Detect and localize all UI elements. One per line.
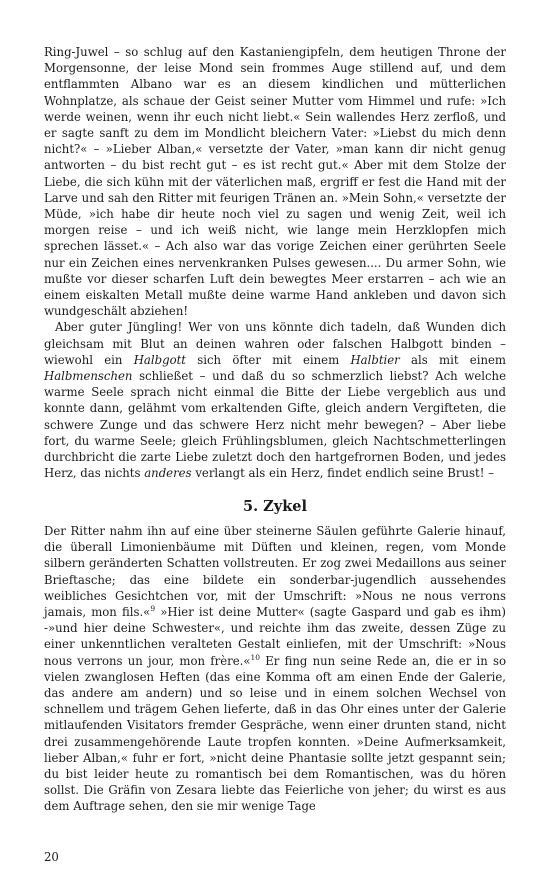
text-run: Ring-Juwel – so schlug auf den Kastaniengipfeln, dem heutigen Throne der Morgensonne, der leise Mond sein frommes Auge stillend auf, und dem entflammten Albano war es an diesem kindlichen und mütterlichen Wohnplatze, als schaue der Geist seiner Mutter vom Himmel und rufe: »Ich werde weinen, wenn ihr euch nicht liebt.« Sein wallendes Herz zerfloß, und er sagte sanft zu dem im Mondlicht bleichern Vater: »Liebst du mich denn nicht?« – »Lieber Alban,« versetzte der Vater, »man kann dir nicht genug antworten – du bist recht gut – es ist recht gut.« Aber mit dem Stolze der Liebe, die sich kühn mit der väterlichen maß, ergriff er fest die Hand mit der Larve und sah den Ritter mit feurigen Tränen an. »Mein Sohn,« versetzte der Müde, »ich habe dir heute noch viel zu sagen und wenig Zeit, weil ich morgen reise – und ich weiß nicht, wie lange mein Herzklopfen mich sprechen lässet.« – Ach also war das vorige Zeichen einer gerührten Seele nur ein Zeichen eines nervenkranken Pulses gewesen.... Du armer Sohn, wie mußte vor dieser scharfen Luft dein bewegtes Meer erstarren – ach wie an einem eiskalten Metall mußte deine warme Hand ankleben und davon sich wundgeschält abziehen! xyxy=(44,45,506,319)
text-run: »Hier ist deine Mutter« (sagte Gaspard und gab es ihm) -»und hier deine Schwester«, und reichte ihm das zweite, dessen Züge zu einer unkenntlichen veralteten Gestalt einliefen, mit der Umschrift: »Nous nous verrons un jour, mon frère.« xyxy=(44,605,506,668)
chapter-heading: 5. Zykel xyxy=(243,498,307,515)
text-run: schließet – und daß du so schmerzlich liebst? Ach welche warme Seele sprach nicht einmal die Bitte der Liebe vergeblich aus und konnte dann, gelähmt vom erkaltenden Gifte, gleich andern Vergifteten, die schwere Zunge und das schwere Herz nicht mehr bewegen? – Aber liebe fort, du warme Seele; gleich Frühlingsblumen, gleich Nachtschmetterlingen durchbricht die zarte Liebe zuletzt doch den hartgefrornen Boden, und jedes Herz, das nichts xyxy=(44,369,506,481)
text-block-before-chapter xyxy=(44,44,506,481)
paragraph xyxy=(44,44,506,319)
footnote-ref: 10 xyxy=(250,652,261,662)
page-number: 20 xyxy=(44,850,59,864)
text-run: Aber guter Jüngling! Wer von uns könnte dich tadeln, daß Wunden dich gleichsam mit Blut an deinen wahren oder falschen Halbgott binden – wiewohl ein xyxy=(44,320,506,367)
text-run: verlangt als ein Herz, findet endlich seine Brust! – xyxy=(191,466,494,481)
paragraph xyxy=(44,523,506,815)
text-run: Er fing nun seine Rede an, die er in so vielen zwanglosen Heften (das eine Komma oft am einen Ende der Galerie, das andere am andern) und so leise und in einem solchen Wechsel von schnellem und trägem Gehen lieferte, daß in das Ohr eines unter der Galerie mitlaufenden Visitators fremder Gespräche, wenn einer drunten stand, nicht drei zusammengehörende Laute tropfen konnten. »Deine Aufmerksamkeit, lieber Alban,« fuhr er fort, »nicht deine Phantasie sollte jetzt gespannt sein; du bist leider heute zu romantisch bei dem Romantischen, was du hören sollst. Die Gräfin von Zesara liebte das Feierliche von jeher; du wirst es aus dem Auftrage sehen, den sie mir wenige Tage xyxy=(44,653,506,814)
italic-term: Halbgott xyxy=(133,352,186,367)
text-run: als mit einem xyxy=(399,352,506,367)
text-run: Der Ritter nahm ihn auf eine über steinerne Säulen geführte Galerie hinauf, die überall Limonienbäume mit Düften und kleinen, regen, vom Monde silbern geränderten Schatten vollstreuten. Er zog zwei Medaillons aus seiner Brieftasche; das eine bildete ein sonderbar-jugendlich aussehendes weibliches Gesichtchen vor, mit der Umschrift: »Nous ne nous verrons jamais, mon fils.« xyxy=(44,524,506,620)
italic-term: anderes xyxy=(144,466,192,481)
italic-term: Halbmenschen xyxy=(44,369,133,384)
text-block-chapter-body xyxy=(44,523,506,815)
footnote-ref: 9 xyxy=(150,604,156,614)
italic-term: Halbtier xyxy=(350,352,400,367)
text-run: sich öfter mit einem xyxy=(186,352,351,367)
paragraph xyxy=(44,319,506,481)
